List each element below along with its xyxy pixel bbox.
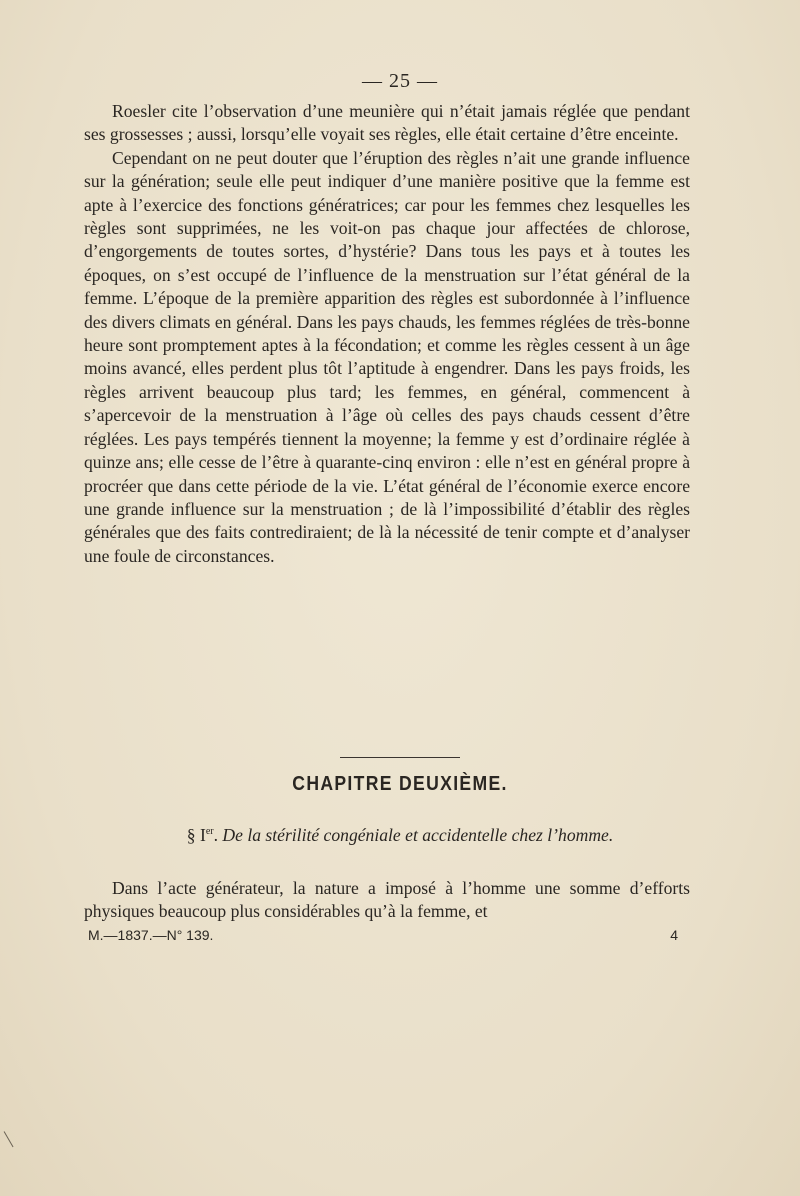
section-number-sup: er [205, 826, 214, 838]
margin-pencil-mark [4, 1131, 15, 1148]
chapter-divider-rule [340, 757, 460, 758]
section-title: De la stérilité congéniale et accidentelle chez l’homme. [222, 825, 614, 845]
main-text-block [84, 100, 690, 568]
section-symbol: § [186, 825, 196, 845]
chapter-title: CHAPITRE DEUXIÈME. [292, 773, 508, 795]
paragraph-menstruation: Cependant on ne peut douter que l’éruption des règles n’ait une grande influence sur la génération; seule elle peut indiquer d’une manière positive que la femme est apte à l’exercice des fonctions génératrices; car pour les femmes chez lesquelles les règles sont supprimées, ne les voit-on pas chaque jour affectées de chlorose, d’engorgements de toutes sortes, d’hystérie? Dans tous les pays et à toutes les époques, on s’est occupé de l’influence de la menstruation sur l’état général de la femme. L’époque de la première apparition des règles est subordonnée à l’influence des divers climats en général. Dans les pays chauds, les femmes réglées de très-bonne heure sont promptement aptes à la fécondation; et comme les règles cessent à un âge moins avancé, elles perdent plus tôt l’aptitude à engendrer. Dans les pays froids, les règles arrivent beaucoup plus tard; les femmes, en général, commencent à s’apercevoir de la menstruation à l’âge où celles des pays chauds cessent d’être réglées. Les pays tempérés tiennent la moyenne; la femme y est d’ordinaire réglée à quinze ans; elle cesse de l’être à quarante-cinq environ : elle n’est en général propre à procréer que dans cette période de la vie. L’état général de l’économie exerce encore une grande influence sur la menstruation ; de là l’impossibilité d’établir des règles générales que des faits contrediraient; de là la nécessité de tenir compte et d’analyser une foule de circonstances. [84, 147, 690, 566]
footer-sheet-number: 4 [670, 927, 678, 943]
section-number-main: I [199, 825, 206, 845]
page-number-header: — 25 — [362, 70, 438, 92]
section-number: Ier. [199, 825, 218, 845]
footer-signature: M.—1837.—N° 139. [88, 927, 214, 943]
paragraph-acte-generateur: Dans l’acte générateur, la nature a imposé à l’homme une somme d’efforts physiques beaucoup plus considérables qu’à la femme, et [84, 878, 690, 922]
section-text-block [84, 877, 690, 924]
paragraph-roesler: Roesler cite l’observation d’une meunière qui n’était jamais réglée que pendant ses grossesses ; aussi, lorsqu’elle voyait ses règles, elle était certaine d’être enceinte. [84, 101, 690, 145]
section-heading [0, 825, 800, 846]
